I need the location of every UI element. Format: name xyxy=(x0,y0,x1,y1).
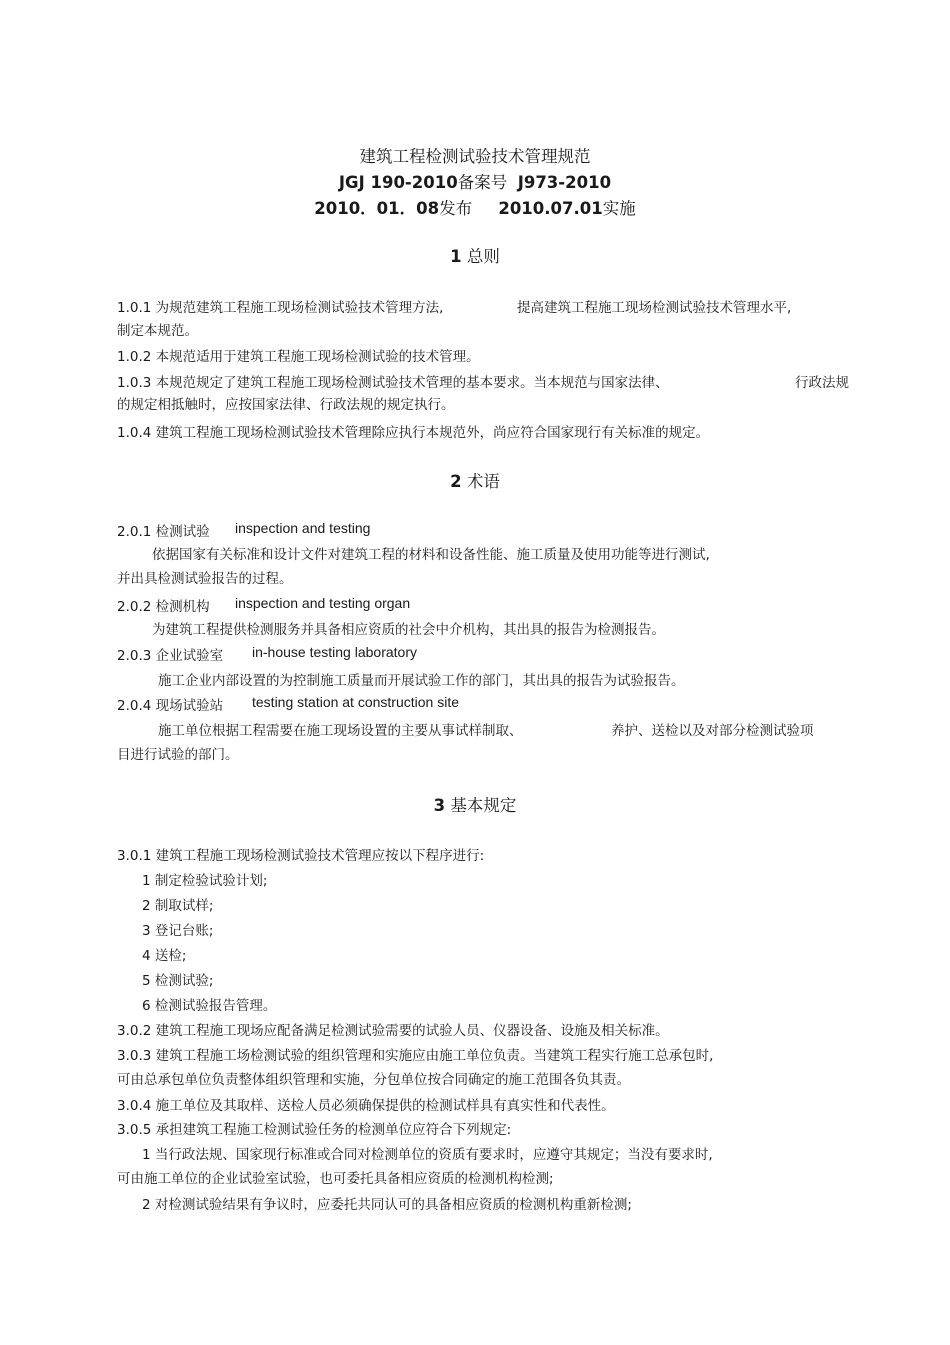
clause-text: 承担建筑工程施工检测试验任务的检测单位应符合下列规定: xyxy=(155,1122,512,1138)
section-number: 2 xyxy=(450,472,462,491)
list-item: 2 对检测试验结果有争议时，应委托共同认可的具备相应资质的检测机构重新检测; xyxy=(142,1197,632,1213)
document-title: 建筑工程检测试验技术管理规范 xyxy=(359,147,591,166)
clause-2-0-1 xyxy=(117,520,210,540)
clause-text: 施工单位及其取样、送检人员必须确保提供的检测试样具有真实性和代表性。 xyxy=(155,1098,615,1114)
clause-3-0-1 xyxy=(117,844,484,864)
definition-line1: 施工单位根据工程需要在施工现场设置的主要从事试样制取、 xyxy=(158,723,523,739)
clause-number: 3.0.2 xyxy=(117,1023,152,1039)
definition-line1: 为建筑工程提供检测服务并具备相应资质的社会中介机构，其出具的报告为检测报告。 xyxy=(152,622,665,638)
list-item: 1 当行政法规、国家现行标准或合同对检测单位的资质有要求时，应遵守其规定；当没有要求时, xyxy=(142,1147,713,1163)
clause-3-0-4 xyxy=(117,1094,615,1114)
section-number: 1 xyxy=(450,247,462,266)
publish-date: 2010．01．08 xyxy=(314,199,440,218)
clause-text-line2: 制定本规范。 xyxy=(117,323,198,339)
list-item: 6 检测试验报告管理。 xyxy=(142,998,277,1014)
section-title: 术语 xyxy=(466,472,500,491)
section-number: 3 xyxy=(433,796,446,815)
definition-line2: 并出具检测试验报告的过程。 xyxy=(117,571,293,587)
list-item: 3 登记台账; xyxy=(142,923,214,939)
section-heading-2 xyxy=(0,468,950,492)
clause-number: 3.0.3 xyxy=(117,1048,152,1064)
clause-1-0-4 xyxy=(117,421,709,441)
clause-3-0-3 xyxy=(117,1044,713,1064)
clause-3-0-5 xyxy=(117,1118,511,1138)
definition-line1: 依据国家有关标准和设计文件对建筑工程的材料和设备性能、施工质量及使用功能等进行测试, xyxy=(152,547,710,563)
publish-label: 发布 xyxy=(439,199,473,218)
definition-line1-continued: 养护、送检以及对部分检测试验项 xyxy=(611,723,814,739)
list-item: 5 检测试验; xyxy=(142,973,214,989)
term-cn: 检测试验 xyxy=(155,524,210,540)
clause-number: 1.0.1 xyxy=(117,300,152,316)
clause-2-0-2 xyxy=(117,595,210,615)
clause-number: 2.0.4 xyxy=(117,698,152,714)
effective-label: 实施 xyxy=(602,199,636,218)
clause-number: 1.0.2 xyxy=(117,349,152,365)
list-item: 4 送检; xyxy=(142,948,187,964)
clause-2-0-4 xyxy=(117,694,223,714)
list-item: 1 制定检验试验计划; xyxy=(142,873,268,889)
term-en: in-house testing laboratory xyxy=(252,644,417,660)
standard-code: JGJ 190-2010 xyxy=(338,173,458,192)
clause-text: 建筑工程施工现场检测试验技术管理应按以下程序进行: xyxy=(155,848,485,864)
clause-text-line2: 的规定相抵触时，应按国家法律、行政法规的规定执行。 xyxy=(117,397,455,413)
term-cn: 检测机构 xyxy=(155,599,210,615)
clause-1-0-2 xyxy=(117,345,480,365)
clause-1-0-3 xyxy=(117,371,669,391)
term-en: inspection and testing organ xyxy=(235,595,411,611)
clause-text: 建筑工程施工现场检测试验技术管理除应执行本规范外，尚应符合国家现行有关标准的规定。 xyxy=(155,425,710,441)
section-title: 基本规定 xyxy=(450,796,517,815)
list-item-continued: 可由施工单位的企业试验室试验，也可委托具备相应资质的检测机构检测; xyxy=(117,1171,554,1187)
clause-number: 1.0.3 xyxy=(117,375,152,391)
clause-number: 2.0.2 xyxy=(117,599,152,615)
clause-3-0-2 xyxy=(117,1019,669,1039)
standard-code-line xyxy=(0,169,950,193)
term-cn: 现场试验站 xyxy=(155,698,224,714)
clause-text: 本规范规定了建筑工程施工现场检测试验技术管理的基本要求。当本规范与国家法律、 xyxy=(155,375,669,391)
section-title: 总则 xyxy=(466,247,500,266)
term-en: testing station at construction site xyxy=(252,694,459,710)
date-line xyxy=(0,195,950,219)
record-number: J973-2010 xyxy=(517,173,612,192)
clause-number: 1.0.4 xyxy=(117,425,152,441)
clause-number: 3.0.5 xyxy=(117,1122,152,1138)
clause-text: 为规范建筑工程施工现场检测试验技术管理方法, xyxy=(155,300,444,316)
clause-number: 2.0.3 xyxy=(117,648,152,664)
clause-text: 本规范适用于建筑工程施工现场检测试验的技术管理。 xyxy=(155,349,480,365)
definition-line1: 施工企业内部设置的为控制施工质量而开展试验工作的部门，其出具的报告为试验报告。 xyxy=(158,673,685,689)
clause-text-continued: 提高建筑工程施工现场检测试验技术管理水平, xyxy=(517,300,792,316)
record-label: 备案号 xyxy=(457,173,508,192)
clause-text-line2: 可由总承包单位负责整体组织管理和实施，分包单位按合同确定的施工范围各负其责。 xyxy=(117,1072,630,1088)
list-item: 2 制取试样; xyxy=(142,898,214,914)
effective-date: 2010.07.01 xyxy=(498,199,603,218)
term-en: inspection and testing xyxy=(235,520,371,536)
clause-number: 3.0.1 xyxy=(117,848,152,864)
clause-text: 建筑工程施工场检测试验的组织管理和实施应由施工单位负责。当建筑工程实行施工总承包时, xyxy=(155,1048,714,1064)
definition-line2: 目进行试验的部门。 xyxy=(117,747,239,763)
clause-text-continued: 行政法规 xyxy=(795,375,849,391)
clause-number: 3.0.4 xyxy=(117,1098,152,1114)
clause-number: 2.0.1 xyxy=(117,524,152,540)
clause-1-0-1 xyxy=(117,296,443,316)
clause-2-0-3 xyxy=(117,644,223,664)
section-heading-1 xyxy=(0,243,950,267)
clause-text: 建筑工程施工现场应配备满足检测试验需要的试验人员、仪器设备、设施及相关标准。 xyxy=(155,1023,669,1039)
term-cn: 企业试验室 xyxy=(155,648,224,664)
section-heading-3 xyxy=(0,792,950,816)
